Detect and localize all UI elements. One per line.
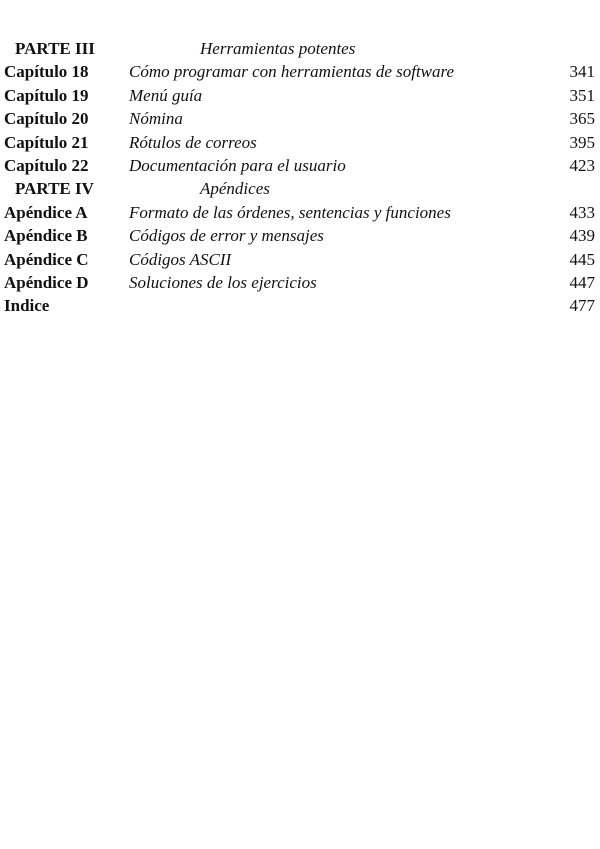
toc-entry xyxy=(0,294,600,317)
page-number: 477 xyxy=(569,296,595,316)
chapter-label: Capítulo 20 xyxy=(4,109,89,129)
appendix-label: Apéndice C xyxy=(4,249,89,269)
part-title: Apéndices xyxy=(200,179,270,199)
chapter-label: Capítulo 22 xyxy=(4,155,89,175)
toc-entry xyxy=(0,131,600,154)
toc-part-heading xyxy=(0,177,600,200)
page-number: 395 xyxy=(569,132,595,152)
chapter-label: Capítulo 21 xyxy=(4,132,89,152)
appendix-label: Apéndice A xyxy=(4,202,88,222)
chapter-title: Menú guía xyxy=(129,85,203,105)
appendix-title: Soluciones de los ejercicios xyxy=(129,272,317,292)
page-number: 447 xyxy=(569,272,595,292)
toc-entry xyxy=(0,271,600,294)
toc-entry xyxy=(0,201,600,224)
chapter-title: Documentación para el usuario xyxy=(129,155,346,175)
toc-entry xyxy=(0,60,600,83)
part-label: PARTE IV xyxy=(15,179,94,199)
page-number: 351 xyxy=(569,85,595,105)
chapter-label: Capítulo 18 xyxy=(4,62,89,82)
toc-part-heading xyxy=(0,37,600,60)
chapter-title: Cómo programar con herramientas de software xyxy=(129,62,455,82)
page-number: 423 xyxy=(569,155,595,175)
toc-entry xyxy=(0,84,600,107)
page-number: 365 xyxy=(569,109,595,129)
chapter-label: Capítulo 19 xyxy=(4,85,89,105)
toc-entry xyxy=(0,154,600,177)
page-number: 341 xyxy=(569,62,595,82)
toc-entry xyxy=(0,107,600,130)
table-of-contents xyxy=(0,37,600,318)
part-title: Herramientas potentes xyxy=(200,39,356,58)
index-label: Indice xyxy=(4,296,50,316)
appendix-label: Apéndice D xyxy=(4,272,89,292)
appendix-title: Códigos de error y mensajes xyxy=(129,226,324,246)
appendix-title: Formato de las órdenes, sentencias y funciones xyxy=(129,202,451,222)
part-label: PARTE III xyxy=(15,39,95,58)
toc-entry xyxy=(0,248,600,271)
chapter-title: Rótulos de correos xyxy=(129,132,257,152)
page-number: 433 xyxy=(569,202,595,222)
page-number: 439 xyxy=(569,226,595,246)
appendix-title: Códigos ASCII xyxy=(129,249,232,269)
toc-entry xyxy=(0,224,600,247)
chapter-title: Nómina xyxy=(129,109,183,129)
page-number: 445 xyxy=(569,249,595,269)
appendix-label: Apéndice B xyxy=(4,226,88,246)
